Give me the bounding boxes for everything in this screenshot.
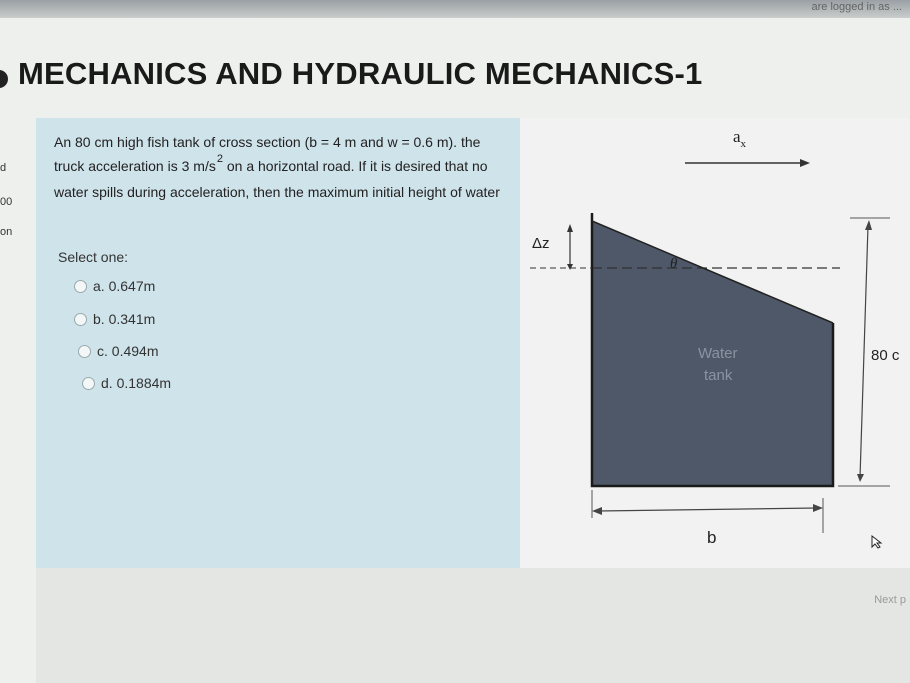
login-status-text: are logged in as ... [811, 1, 902, 13]
radio-button-icon[interactable] [74, 280, 87, 293]
next-page-button[interactable]: Next p [874, 594, 906, 606]
browser-top-bar [0, 0, 910, 18]
question-text [54, 130, 504, 204]
page-title: MECHANICS AND HYDRAULIC MECHANICS-1 [18, 56, 703, 91]
question-text-post: on a horizontal road. If it is desired that no water spills during acceleration, then the maximum initial height of water [54, 158, 500, 200]
radio-button-icon[interactable] [74, 313, 87, 326]
dz-arrow-head-bottom [567, 264, 573, 270]
radio-button-icon[interactable] [82, 377, 95, 390]
width-arrow-head-left [592, 507, 602, 515]
radio-button-icon[interactable] [78, 345, 91, 358]
answer-option-c[interactable] [78, 343, 158, 359]
select-one-prompt: Select one: [58, 249, 129, 265]
height-dimension-line [860, 226, 868, 478]
answer-option-b[interactable] [74, 311, 155, 327]
acceleration-arrow-head [800, 159, 810, 167]
acceleration-label [733, 127, 747, 150]
width-arrow-head-right [813, 504, 823, 512]
height-arrow-head-top [865, 220, 872, 230]
left-navigation-panel [0, 118, 36, 683]
tank-diagram [520, 118, 910, 568]
height-label: 80 c [871, 347, 900, 364]
width-dimension-line [598, 508, 817, 511]
dz-arrow-head-top [567, 224, 573, 232]
page-header [0, 18, 910, 118]
nav-fragment-1[interactable]: d [0, 162, 7, 174]
tank-diagram-svg [520, 118, 910, 568]
nav-fragment-3[interactable]: on [0, 226, 13, 238]
water-label: Water [698, 345, 738, 362]
bottom-area [36, 568, 910, 683]
height-arrow-head-bottom [857, 474, 864, 482]
mouse-cursor-icon [870, 535, 884, 549]
answer-option-label: a. 0.647m [93, 278, 156, 294]
answer-option-label: c. 0.494m [97, 343, 159, 359]
delta-z-label: Δz [532, 235, 550, 252]
question-superscript: 2 [216, 153, 223, 165]
theta-label: θ [670, 256, 678, 272]
answer-option-label: b. 0.341m [93, 311, 156, 327]
width-label: b [707, 528, 717, 547]
question-text-pre: An 80 cm high fish tank of cross section (b = 4 m and w = 0.6 m). the truck acceleration is 3 m/s [54, 134, 481, 174]
bullet-icon [0, 70, 8, 88]
nav-fragment-2[interactable]: 00 [0, 196, 13, 208]
answer-option-label: d. 0.1884m [101, 375, 172, 391]
answer-option-a[interactable] [74, 278, 155, 294]
accel-main: a [733, 127, 741, 146]
answer-option-d[interactable] [82, 375, 171, 391]
tank-label: tank [704, 367, 733, 384]
accel-subscript: x [740, 138, 747, 150]
